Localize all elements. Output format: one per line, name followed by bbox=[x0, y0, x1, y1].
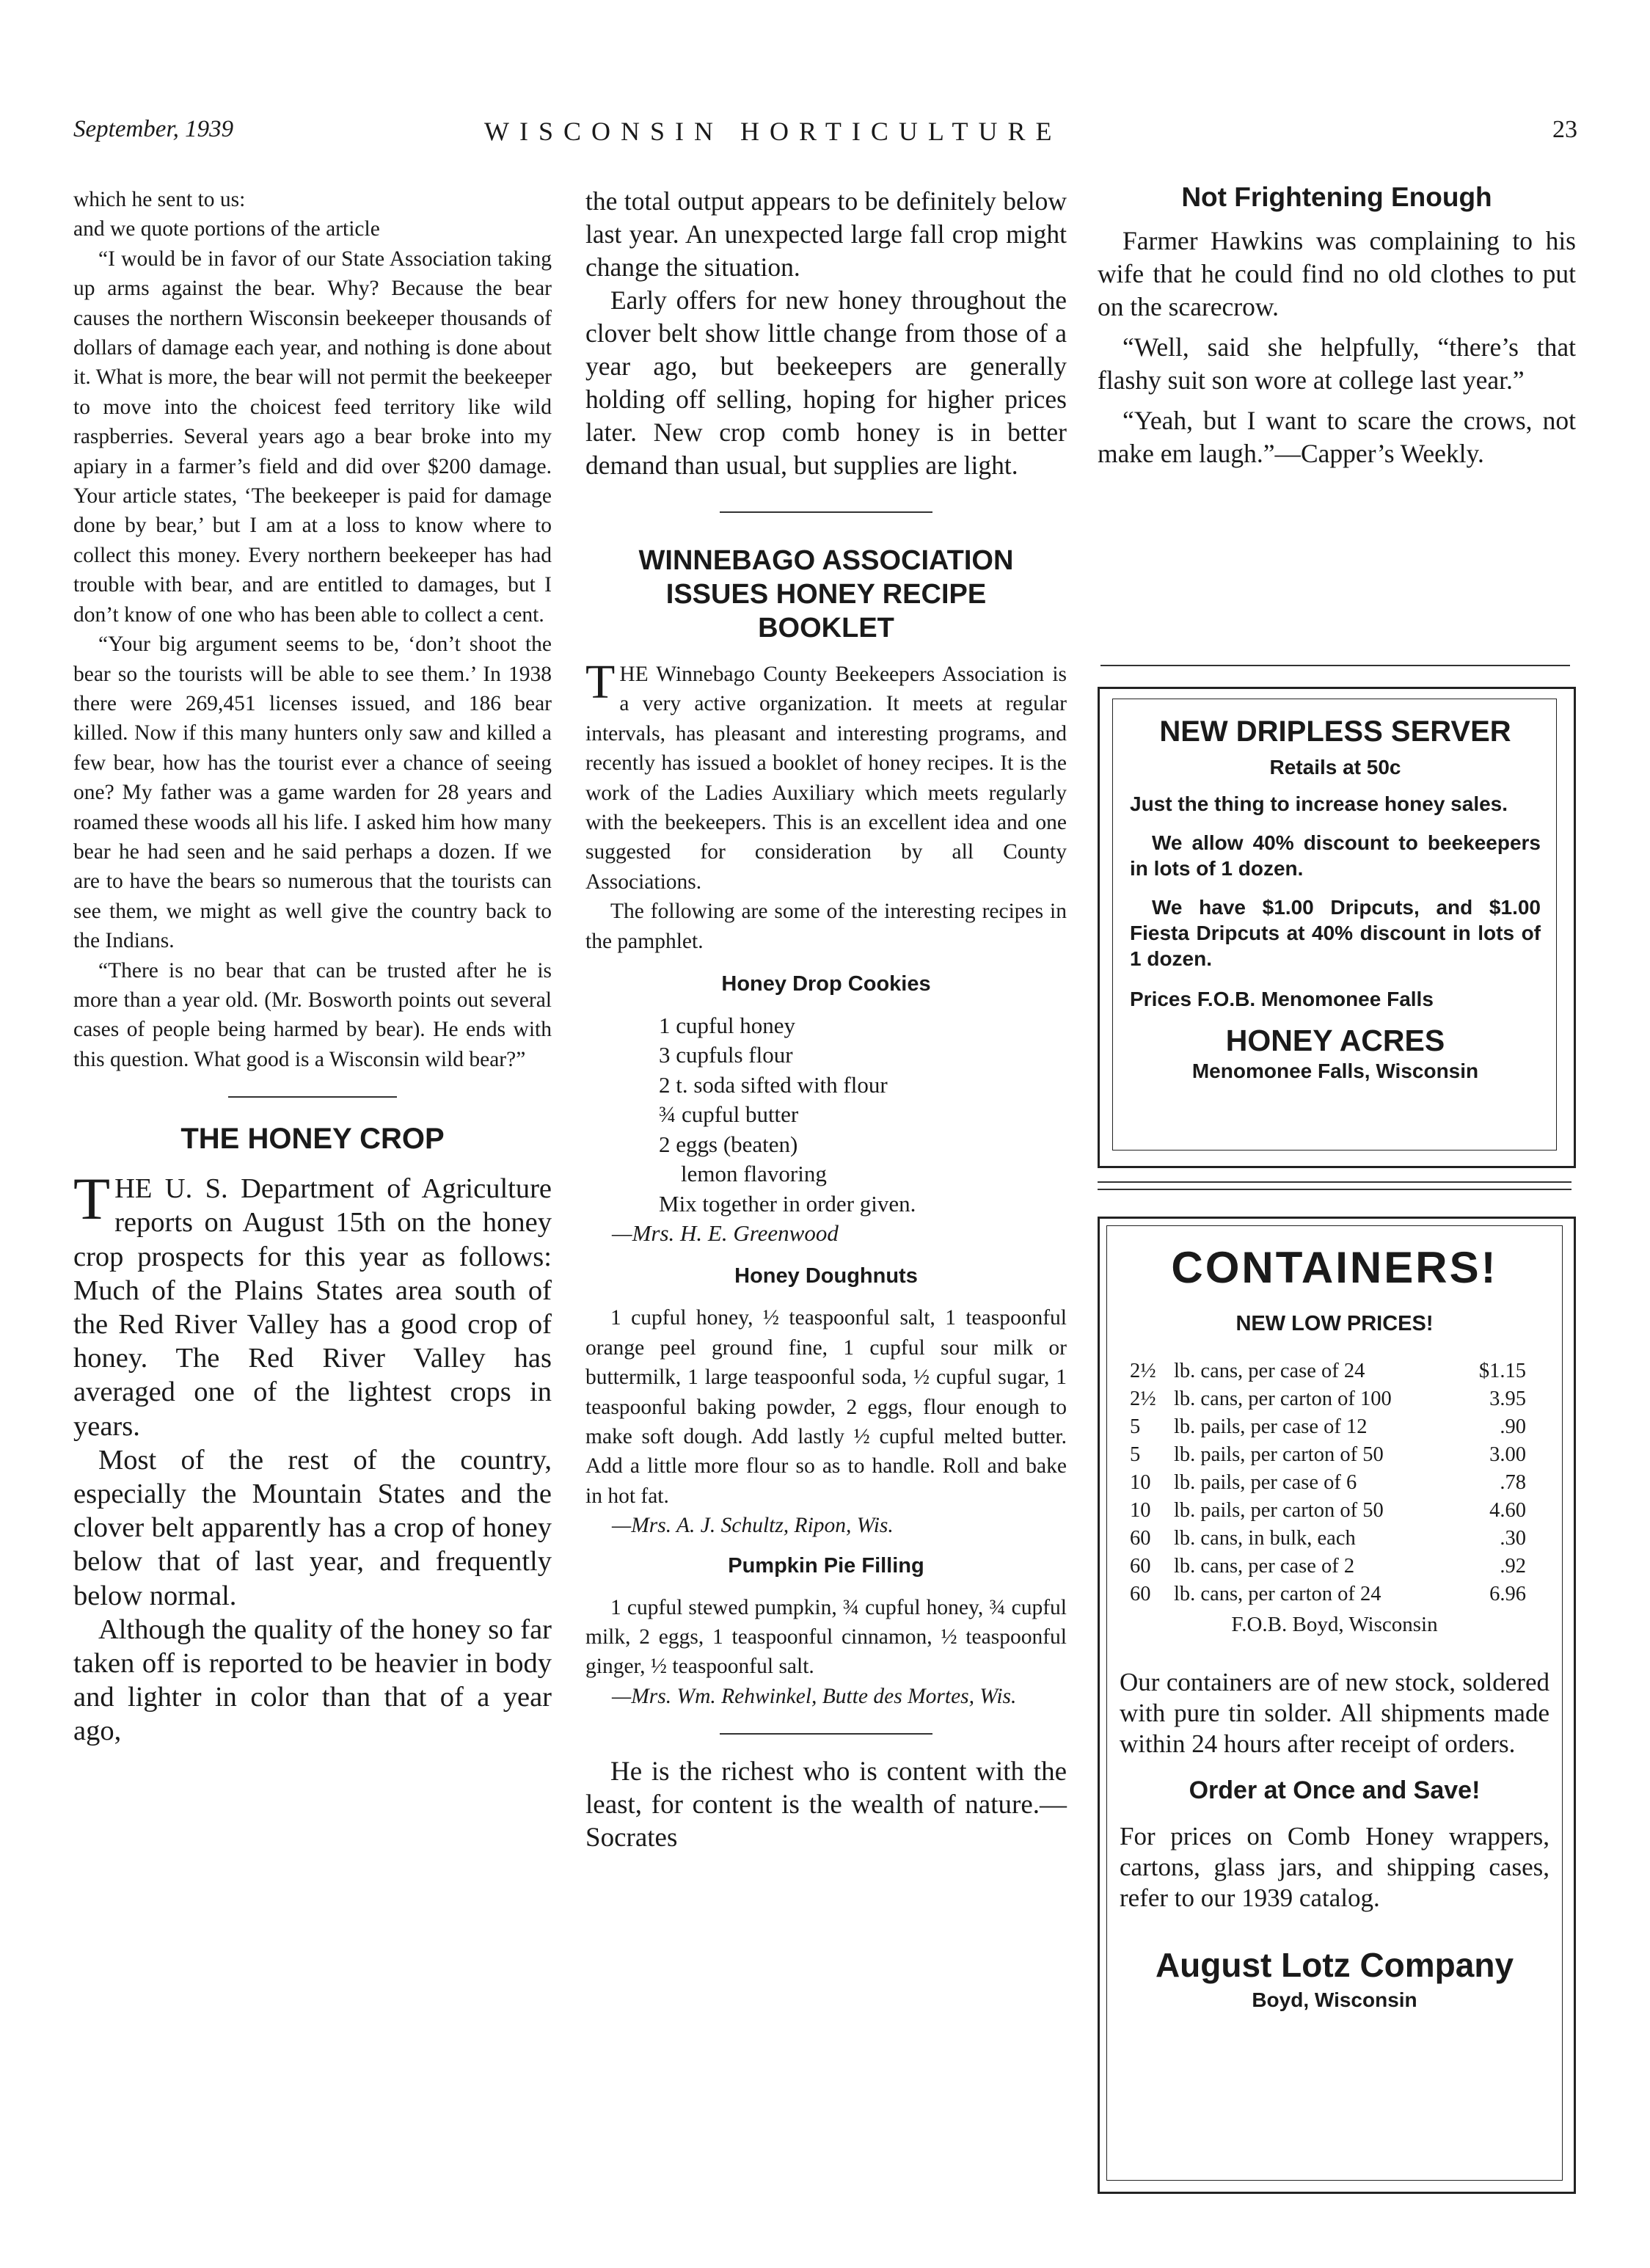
price-row bbox=[1127, 1385, 1526, 1413]
price-value: .92 bbox=[1500, 1555, 1526, 1578]
price-value: .30 bbox=[1500, 1527, 1526, 1550]
price-description: lb. cans, per case of 2 bbox=[1174, 1555, 1355, 1578]
price-table bbox=[1127, 1357, 1526, 1608]
price-qty: 10 bbox=[1130, 1499, 1151, 1522]
ad-subtitle: NEW LOW PRICES! bbox=[1235, 1312, 1434, 1335]
ad-fob: F.O.B. Boyd, Wisconsin bbox=[1231, 1613, 1438, 1636]
ad-containers-content bbox=[1120, 1240, 1549, 2013]
ingredient: 3 cupfuls flour bbox=[659, 1042, 793, 1068]
price-row bbox=[1127, 1497, 1526, 1525]
recipe-method: Mix together in order given. bbox=[659, 1190, 916, 1217]
section-divider bbox=[1098, 1181, 1571, 1183]
price-qty: 60 bbox=[1130, 1555, 1151, 1578]
price-description: lb. pails, per case of 12 bbox=[1174, 1415, 1368, 1438]
price-description: lb. pails, per case of 6 bbox=[1174, 1471, 1357, 1494]
running-header bbox=[73, 116, 1577, 160]
price-qty: 2½ bbox=[1130, 1360, 1156, 1382]
recipe-text: 1 cupful honey, ½ teaspoonful salt, 1 teaspoonful orange peel ground fine, 1 cupful sour milk or buttermilk, 1 large teaspoonful soda, ½ cupful sugar, 1 teaspoonful baking powder, 2 eggs, flour enough to make soft dough. Add lastly ½ cupful melted butter. Add a little more flour so as to handle. Roll and bake in hot fat. bbox=[585, 1306, 1067, 1508]
section-divider bbox=[720, 511, 932, 513]
ad-line: We allow 40% discount to beekeepers in lots of 1 dozen. bbox=[1130, 831, 1541, 880]
winnebago-paragraph: The following are some of the interesting recipes in the pamphlet. bbox=[585, 900, 1067, 953]
ad-price: Retails at 50c bbox=[1269, 756, 1401, 779]
joke-paragraph: Farmer Hawkins was complaining to his wife that he could find no old clothes to put on the scarecrow. bbox=[1098, 226, 1576, 321]
section-divider bbox=[720, 1733, 932, 1735]
issue-date: September, 1939 bbox=[73, 116, 234, 142]
price-qty: 5 bbox=[1130, 1443, 1141, 1466]
price-row bbox=[1127, 1357, 1526, 1385]
honey-crop-heading: THE HONEY CROP bbox=[180, 1123, 445, 1156]
honey-crop-paragraph: Most of the rest of the country, especially the Mountain States and the clover belt apparently has a crop of honey below that of last year, and frequently below normal. bbox=[73, 1444, 552, 1611]
ingredient: lemon flavoring bbox=[681, 1161, 827, 1187]
price-description: lb. cans, per carton of 100 bbox=[1174, 1388, 1392, 1410]
column-middle bbox=[585, 185, 1067, 1854]
ad-company: August Lotz Company bbox=[1155, 1946, 1514, 1984]
ingredient-list bbox=[585, 1011, 1067, 1189]
ad-cta: Order at Once and Save! bbox=[1189, 1776, 1481, 1804]
recipe-text: 1 cupful stewed pumpkin, ¾ cupful honey, ¾ cupful milk, 2 eggs, 1 teaspoonful cinnamon, ½ teaspoonful ginger, ½ teaspoonful salt. bbox=[585, 1595, 1067, 1679]
recipe-title: Pumpkin Pie Filling bbox=[728, 1553, 924, 1578]
honey-crop-paragraph: Although the quality of the honey so far taken off is reported to be heavier in body and lighter in color than that of a year ago, bbox=[73, 1614, 552, 1747]
ingredient: 2 t. soda sifted with flour bbox=[659, 1071, 888, 1098]
price-description: lb. cans, per case of 24 bbox=[1174, 1360, 1365, 1382]
letter-text: which he sent to us: bbox=[73, 188, 246, 211]
price-value: .90 bbox=[1500, 1415, 1526, 1438]
ad-location: Boyd, Wisconsin bbox=[1252, 1988, 1417, 2011]
ad-title: CONTAINERS! bbox=[1171, 1243, 1498, 1292]
section-divider bbox=[228, 1096, 397, 1098]
price-value: 4.60 bbox=[1489, 1499, 1526, 1522]
page-number: 23 bbox=[1552, 116, 1577, 143]
price-row bbox=[1127, 1553, 1526, 1580]
price-description: lb. pails, per carton of 50 bbox=[1174, 1443, 1384, 1466]
winnebago-heading: WINNEBAGO ASSOCIATION ISSUES HONEY RECIPE BOOKLET bbox=[638, 545, 1014, 643]
ad-title: NEW DRIPLESS SERVER bbox=[1159, 715, 1511, 748]
price-row bbox=[1127, 1441, 1526, 1469]
ad-body: Our containers are of new stock, soldered with pure tin solder. All shipments made within 24 hours after receipt of orders. bbox=[1120, 1668, 1549, 1758]
letter-text: “There is no bear that can be trusted after he is more than a year old. (Mr. Bosworth points out several cases of people being harmed by bear). He ends with this question. What good is a Wisconsin wild bear?” bbox=[73, 958, 552, 1071]
drop-cap: T bbox=[585, 655, 616, 709]
price-qty: 60 bbox=[1130, 1583, 1151, 1605]
price-row bbox=[1127, 1413, 1526, 1441]
winnebago-paragraph: THE Winnebago County Beekeepers Association is a very active organization. It meets at regular intervals, has pleasant and interesting programs, and recently has issued a booklet of honey recipes. It is the work of the Ladies Auxiliary which meets regularly with the beekeepers. This is an excellent idea and one suggested for consideration by all County Associations. bbox=[585, 655, 1067, 894]
price-qty: 2½ bbox=[1130, 1388, 1156, 1410]
ad-location: Menomonee Falls, Wisconsin bbox=[1191, 1060, 1479, 1082]
price-value: 3.00 bbox=[1489, 1443, 1526, 1466]
joke-paragraph: “Yeah, but I want to scare the crows, not make em laugh.”—Capper’s Weekly. bbox=[1098, 406, 1576, 468]
ad-line: Prices F.O.B. Menomonee Falls bbox=[1130, 988, 1434, 1010]
ad-company: HONEY ACRES bbox=[1225, 1024, 1445, 1057]
joke-paragraph: “Well, said she helpfully, “there’s that flashy suit son wore at college last year.” bbox=[1098, 332, 1576, 395]
price-qty: 5 bbox=[1130, 1415, 1141, 1438]
recipe-author: —Mrs. Wm. Rehwinkel, Butte des Mortes, Wis. bbox=[612, 1684, 1017, 1708]
price-value: 6.96 bbox=[1489, 1583, 1526, 1605]
price-row bbox=[1127, 1580, 1526, 1608]
price-description: lb. pails, per carton of 50 bbox=[1174, 1499, 1384, 1522]
price-value: .78 bbox=[1500, 1471, 1526, 1494]
ad-body: For prices on Comb Honey wrappers, cartons, glass jars, and shipping cases, refer to our 1939 catalog. bbox=[1120, 1822, 1549, 1912]
price-description: lb. cans, per carton of 24 bbox=[1174, 1583, 1381, 1605]
honey-crop-continued: Early offers for new honey throughout the clover belt show little change from those of a year ago, but beekeepers are generally holding off selling, hoping for higher prices later. New crop comb honey is in better demand than usual, but supplies are light. bbox=[585, 285, 1067, 480]
honey-crop-paragraph: THE U. S. Department of Agriculture reports on August 15th on the honey crop prospects for this year as follows: Much of the Plains States area south of the Red River Valley has a good crop of honey. The Red River Valley has averaged one of the lightest crops in years. bbox=[73, 1165, 552, 1442]
price-description: lb. cans, in bulk, each bbox=[1174, 1527, 1356, 1550]
publication-title: WISCONSIN HORTICULTURE bbox=[484, 117, 1062, 146]
letter-text: “Your big argument seems to be, ‘don’t shoot the bear so the tourists will be able to see them.’ In 1938 there were 269,451 licenses issued, and 186 bear killed. Now if this many hunters only saw and killed a few bear, how has the tourist ever a chance of seeing one? My father was a game warden for 28 years and roamed these woods all his life. I asked him how many bear he had seen and he said perhaps a dozen. If we are to have the bears so numerous that the tourists can see them, we might as well give the country back to the Indians. bbox=[73, 632, 552, 953]
section-divider bbox=[1098, 1189, 1571, 1190]
column-left bbox=[73, 185, 552, 1749]
drop-cap: T bbox=[73, 1165, 111, 1233]
joke-heading: Not Frightening Enough bbox=[1181, 182, 1492, 212]
price-qty: 10 bbox=[1130, 1471, 1151, 1494]
price-row bbox=[1127, 1469, 1526, 1497]
recipe-author: —Mrs. H. E. Greenwood bbox=[612, 1219, 839, 1246]
price-qty: 60 bbox=[1130, 1527, 1151, 1550]
ad-line: We have $1.00 Dripcuts, and $1.00 Fiesta Dripcuts at 40% discount in lots of 1 dozen. bbox=[1130, 896, 1541, 970]
recipe-title: Honey Doughnuts bbox=[734, 1264, 918, 1288]
socrates-quote: He is the richest who is content with the least, for content is the wealth of nature.—Socrates bbox=[585, 1757, 1067, 1853]
price-value: $1.15 bbox=[1478, 1360, 1526, 1382]
ad-line: Just the thing to increase honey sales. bbox=[1130, 792, 1508, 815]
ingredient: 2 eggs (beaten) bbox=[659, 1131, 798, 1157]
section-divider bbox=[1100, 665, 1570, 666]
ingredient: ¾ cupful butter bbox=[659, 1101, 799, 1128]
ingredient: 1 cupful honey bbox=[659, 1013, 795, 1039]
recipe-title: Honey Drop Cookies bbox=[721, 972, 931, 996]
price-value: 3.95 bbox=[1489, 1388, 1526, 1410]
column-right bbox=[1098, 182, 1576, 470]
ad-dripless-content bbox=[1130, 713, 1541, 1084]
recipe-author: —Mrs. A. J. Schultz, Ripon, Wis. bbox=[612, 1514, 894, 1538]
letter-text: and we quote portions of the article bbox=[73, 217, 380, 241]
price-row bbox=[1127, 1525, 1526, 1553]
letter-text: “I would be in favor of our State Association taking up arms against the bear. Why? Because the bear causes the northern Wisconsin beekeeper thousands of dollars of damage each year, and nothing is done about it. What is more, the bear will not permit the beekeeper to move into the choicest feed territory like wild raspberries. Several years ago a bear broke into my apiary in a farmer’s field and did over $200 damage. Your article states, ‘The beekeeper is paid for damage done by bear,’ but I am at a loss to know where to collect this money. Every northern beekeeper has had trouble with bear, and are entitled to damages, but I don’t know of one who has been able to collect a cent. bbox=[73, 247, 552, 627]
honey-crop-continued: the total output appears to be definitely below last year. An unexpected large fall crop might change the situation. bbox=[585, 186, 1067, 282]
